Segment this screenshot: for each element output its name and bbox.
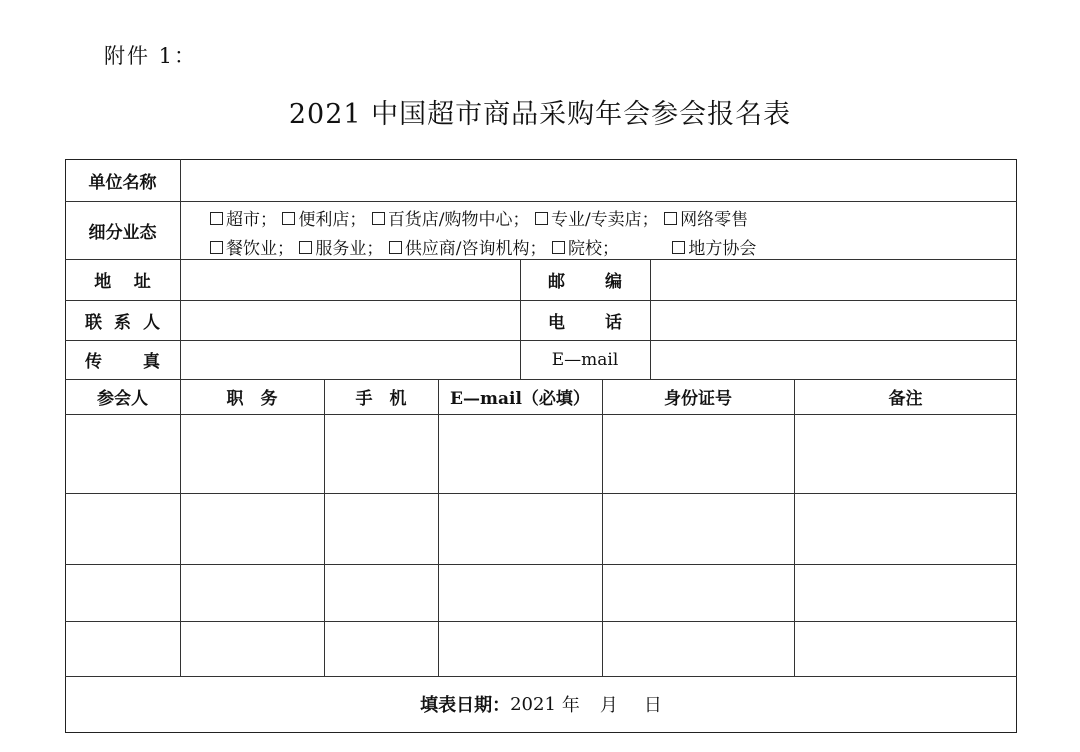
contact-person-field[interactable] bbox=[181, 300, 520, 340]
segment-option[interactable]: 网络零售 bbox=[664, 205, 748, 230]
email-label: E—mail bbox=[551, 349, 619, 370]
attendee-header: 参会人 bbox=[97, 389, 148, 409]
contact-person-label: 联 系 人 bbox=[85, 312, 160, 333]
checkbox-icon[interactable] bbox=[389, 241, 402, 254]
fax-field[interactable] bbox=[181, 340, 520, 379]
checkbox-icon[interactable] bbox=[552, 241, 565, 254]
postcode-label: 邮 编 bbox=[548, 272, 622, 292]
segment-label: 细分业态 bbox=[88, 222, 157, 243]
segment-option[interactable]: 专业/专卖店； bbox=[535, 205, 659, 230]
segment-option[interactable]: 百货店/购物中心； bbox=[372, 205, 530, 230]
mobile-header: 手 机 bbox=[355, 389, 407, 409]
segment-option[interactable]: 供应商/咨询机构； bbox=[389, 234, 547, 259]
remarks-header: 备注 bbox=[888, 389, 923, 409]
fill-date-year: 2021 bbox=[510, 693, 556, 715]
position-header: 职 务 bbox=[226, 389, 278, 409]
fill-date-label: 填表日期： bbox=[420, 695, 511, 716]
table-row[interactable] bbox=[65, 493, 1017, 564]
segment-option[interactable]: 餐饮业； bbox=[210, 234, 294, 259]
year-unit: 年 bbox=[561, 695, 580, 716]
table-row[interactable] bbox=[65, 564, 1017, 621]
segment-option[interactable]: 便利店； bbox=[282, 205, 366, 230]
checkbox-icon[interactable] bbox=[664, 212, 677, 225]
postcode-field[interactable] bbox=[651, 259, 1017, 300]
segment-option[interactable]: 院校； bbox=[552, 234, 619, 259]
segment-option[interactable]: 地方协会 bbox=[672, 234, 756, 259]
checkbox-icon[interactable] bbox=[672, 241, 685, 254]
fill-date bbox=[65, 686, 1017, 722]
segment-options-row-1 bbox=[210, 205, 748, 230]
checkbox-icon[interactable] bbox=[210, 241, 223, 254]
email-required-header: E—mail（必填） bbox=[450, 389, 590, 409]
phone-field[interactable] bbox=[651, 300, 1017, 340]
attachment-label: 附件 1： bbox=[104, 44, 198, 68]
page-title: 2021 中国超市商品采购年会参会报名表 bbox=[288, 99, 792, 130]
address-field[interactable] bbox=[181, 259, 520, 300]
checkbox-icon[interactable] bbox=[210, 212, 223, 225]
month-unit: 月 bbox=[599, 695, 618, 716]
segment-option[interactable]: 服务业； bbox=[299, 234, 383, 259]
checkbox-icon[interactable] bbox=[535, 212, 548, 225]
company-name-field[interactable] bbox=[181, 159, 1017, 201]
phone-label: 电 话 bbox=[548, 312, 622, 333]
segment-options-row-2 bbox=[210, 234, 756, 259]
address-label: 地 址 bbox=[94, 272, 151, 292]
email-field[interactable] bbox=[651, 340, 1017, 379]
fax-label: 传 真 bbox=[85, 352, 160, 372]
checkbox-icon[interactable] bbox=[372, 212, 385, 225]
table-row[interactable] bbox=[65, 621, 1017, 676]
checkbox-icon[interactable] bbox=[299, 241, 312, 254]
table-row[interactable] bbox=[65, 414, 1017, 493]
segment-option[interactable]: 超市； bbox=[210, 205, 277, 230]
id-number-header: 身份证号 bbox=[664, 389, 732, 409]
day-unit: 日 bbox=[643, 695, 662, 716]
company-name-label: 单位名称 bbox=[88, 172, 157, 193]
checkbox-icon[interactable] bbox=[282, 212, 295, 225]
